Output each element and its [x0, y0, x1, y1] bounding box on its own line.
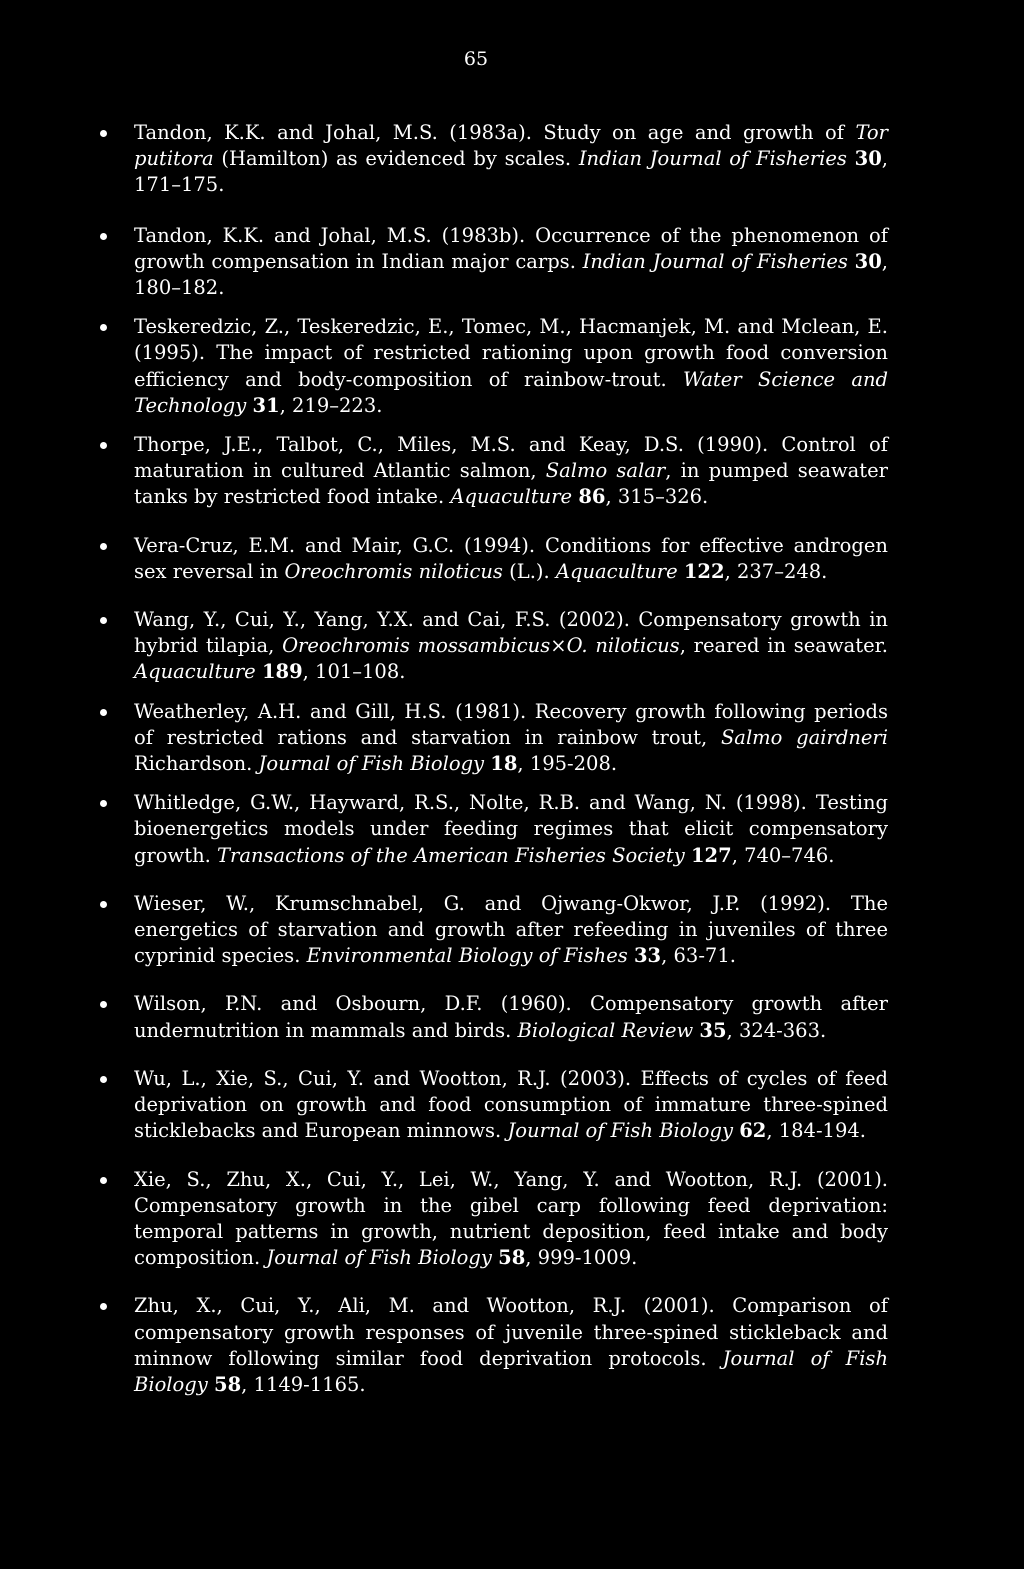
italic-text: Tor putitora: [134, 121, 888, 171]
reference-text: , 180–182.: [134, 249, 888, 300]
reference-text: , 324-363.: [726, 1018, 827, 1042]
bold-text: 35: [699, 1018, 727, 1042]
reference-text: Richardson.: [134, 752, 259, 776]
italic-text: Environmental Biology of Fishes: [306, 944, 628, 968]
italic-text: Journal of Fish Biology: [134, 1346, 889, 1396]
reference-text: , 195-208.: [517, 752, 618, 776]
bold-text: 62: [739, 1119, 767, 1143]
reference-text: Wu, L., Xie, S., Cui, Y. and Wootton, R.J. (2003). Effects of cycles of feed deprivation on growth and food consumption of immature three-spined sticklebacks and European minnows.: [134, 1066, 888, 1143]
italic-text: Water Science and Technology: [134, 367, 888, 417]
bold-text: 189: [261, 660, 303, 684]
reference-text: Tandon, K.K. and Johal, M.S. (1983a). Study on age and growth of: [134, 121, 856, 144]
reference-entry: [98, 1293, 888, 1398]
reference-text: , 184-194.: [766, 1119, 866, 1143]
reference-text: , 63-71.: [661, 944, 736, 968]
reference-text: [847, 147, 855, 170]
reference-entry: [98, 699, 888, 778]
italic-text: Biological Review: [517, 1018, 694, 1042]
reference-text: Zhu, X., Cui, Y., Ali, M. and Wootton, R.J. (2001). Comparison of compensatory growth responses of juvenile three-spined stickleback and minnow following similar food deprivation protocols.: [134, 1294, 888, 1370]
reference-entry: [98, 991, 888, 1043]
bold-text: 58: [498, 1246, 526, 1270]
reference-text: , 315–326.: [605, 485, 709, 509]
reference-text: , 999-1009.: [525, 1246, 638, 1270]
bold-text: 58: [214, 1372, 242, 1396]
reference-text: Whitledge, G.W., Hayward, R.S., Nolte, R.B. and Wang, N. (1998). Testing bioenergetics models under feeding regimes that elicit compensatory growth.: [134, 791, 888, 867]
bold-text: 122: [683, 559, 725, 583]
bold-text: 127: [690, 843, 732, 867]
reference-entry: [98, 1167, 888, 1272]
reference-text: [848, 250, 855, 273]
italic-text: Transactions of the American Fisheries Society: [217, 843, 685, 867]
italic-text: Indian Journal of Fisheries: [578, 147, 847, 171]
italic-text: Oreochromis mossambicus×O. niloticus: [282, 634, 680, 658]
italic-text: Journal of Fish Biology: [266, 1246, 492, 1270]
reference-text: Thorpe, J.E., Talbot, C., Miles, M.S. and Keay, D.S. (1990). Control of maturation in cultured Atlantic salmon,: [134, 433, 888, 483]
reference-text: Wang, Y., Cui, Y., Yang, Y.X. and Cai, F.S. (2002). Compensatory growth in hybrid tilapia,: [134, 608, 888, 658]
reference-text: Wieser, W., Krumschnabel, G. and Ojwang-Okwor, J.P. (1992). The energetics of starvation and growth after refeeding in juveniles of three cyprinid species.: [134, 891, 888, 968]
italic-text: Aquaculture: [450, 485, 573, 509]
reference-entry: [98, 1066, 888, 1145]
italic-text: Oreochromis niloticus: [284, 559, 503, 583]
reference-entry: [98, 120, 888, 199]
reference-text: , 1149-1165.: [241, 1372, 366, 1396]
reference-text: Vera-Cruz, E.M. and Mair, G.C. (1994). Conditions for effective androgen sex reversal in: [134, 533, 888, 583]
reference-entry: [98, 790, 888, 869]
reference-text: , 219–223.: [279, 393, 383, 417]
reference-text: Tandon, K.K. and Johal, M.S. (1983b). Occurrence of the phenomenon of growth compensation in Indian major carps.: [134, 223, 888, 273]
reference-entry: [98, 314, 888, 419]
reference-text: Weatherley, A.H. and Gill, H.S. (1981). Recovery growth following periods of restricted rations and starvation in rainbow trout,: [134, 699, 888, 749]
bold-text: 30: [854, 249, 882, 273]
bold-text: 31: [252, 393, 280, 417]
reference-text: , reared in seawater.: [679, 634, 888, 658]
reference-text: , 171–175.: [134, 147, 888, 197]
reference-text: , in pumped seawater tanks by restricted food intake.: [134, 459, 888, 509]
italic-text: Aquaculture: [555, 559, 678, 583]
italic-text: Indian Journal of Fisheries: [582, 249, 848, 273]
reference-text: Wilson, P.N. and Osbourn, D.F. (1960). Compensatory growth after undernutrition in mammals and birds.: [134, 992, 888, 1042]
reference-entry: [98, 607, 888, 686]
reference-entry: [98, 223, 888, 302]
reference-list: [98, 120, 888, 1398]
reference-text: (Hamilton) as evidenced by scales.: [213, 147, 579, 171]
italic-text: Journal of Fish Biology: [507, 1119, 733, 1143]
italic-text: Aquaculture: [134, 660, 256, 684]
reference-text: (L.).: [502, 559, 556, 583]
reference-entry: [98, 432, 888, 511]
reference-entry: [98, 891, 888, 970]
page-number: 65: [463, 48, 489, 70]
italic-text: Salmo gairdneri: [720, 725, 888, 749]
bold-text: 30: [854, 147, 882, 171]
reference-text: Xie, S., Zhu, X., Cui, Y., Lei, W., Yang, Y. and Wootton, R.J. (2001). Compensatory growth in the gibel carp following feed deprivation: temporal patterns in growth, nutrient deposition, feed intake and body composition.: [134, 1167, 888, 1270]
reference-entry: [98, 533, 888, 585]
reference-text: , 237–248.: [724, 559, 828, 583]
bold-text: 33: [633, 944, 662, 968]
reference-text: , 740–746.: [731, 843, 835, 867]
reference-text: , 101–108.: [302, 660, 406, 684]
bold-text: 18: [490, 752, 518, 776]
italic-text: Salmo salar: [545, 459, 666, 483]
italic-text: Journal of Fish Biology: [258, 752, 485, 776]
reference-text: Teskeredzic, Z., Teskeredzic, E., Tomec, M., Hacmanjek, M. and Mclean, E. (1995). The impact of restricted rationing upon growth food conversion efficiency and body-composition of rainbow-trout.: [134, 315, 888, 391]
bold-text: 86: [578, 485, 606, 509]
